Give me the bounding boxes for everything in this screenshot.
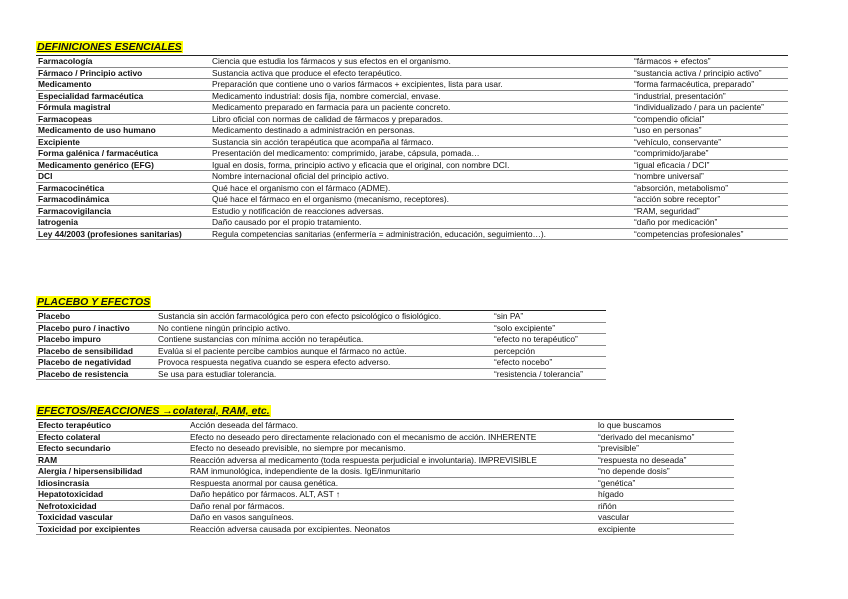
keyword-cell: riñón: [596, 500, 734, 512]
table-row: [36, 90, 788, 102]
definition-cell: Sustancia sin acción farmacológica pero con efecto psicológico o fisiológico.: [156, 311, 492, 323]
keyword-cell: “forma farmacéutica, preparado”: [632, 79, 788, 91]
keyword-cell: “derivado del mecanismo”: [596, 431, 734, 443]
term-cell: Farmacocinética: [36, 182, 210, 194]
keyword-cell: “acción sobre receptor”: [632, 194, 788, 206]
section-title: PLACEBO Y EFECTOS: [37, 296, 151, 308]
table-row: [36, 171, 788, 183]
term-cell: Fármaco / Principio activo: [36, 67, 210, 79]
effects-table: [36, 419, 734, 535]
term-cell: Efecto colateral: [36, 431, 188, 443]
definition-cell: Efecto no deseado pero directamente relacionado con el mecanismo de acción. INHERENTE: [188, 431, 596, 443]
table-row: [36, 182, 788, 194]
term-cell: Placebo: [36, 311, 156, 323]
keyword-cell: “fármacos + efectos”: [632, 56, 788, 68]
definition-cell: Se usa para estudiar tolerancia.: [156, 368, 492, 380]
definition-cell: Sustancia sin acción terapéutica que acompaña al fármaco.: [210, 136, 632, 148]
placebo-table: [36, 310, 606, 380]
keyword-cell: excipiente: [596, 523, 734, 535]
table-row: [36, 79, 788, 91]
table-row: [36, 466, 734, 478]
definition-cell: Sustancia activa que produce el efecto terapéutico.: [210, 67, 632, 79]
section-efectos: [36, 401, 734, 535]
definition-cell: Evalúa si el paciente percibe cambios aunque el fármaco no actúe.: [156, 345, 492, 357]
table-row: [36, 512, 734, 524]
term-cell: RAM: [36, 454, 188, 466]
term-cell: Medicamento: [36, 79, 210, 91]
definition-cell: Ciencia que estudia los fármacos y sus efectos en el organismo.: [210, 56, 632, 68]
table-row: [36, 443, 734, 455]
keyword-cell: “respuesta no deseada”: [596, 454, 734, 466]
table-row: [36, 454, 734, 466]
keyword-cell: lo que buscamos: [596, 420, 734, 432]
definition-cell: Efecto no deseado previsible, no siempre por mecanismo.: [188, 443, 596, 455]
definition-cell: Daño en vasos sanguíneos.: [188, 512, 596, 524]
term-cell: Idiosincrasia: [36, 477, 188, 489]
definition-cell: Igual en dosis, forma, principio activo y eficacia que el original, con nombre DCI.: [210, 159, 632, 171]
table-row: [36, 148, 788, 160]
definition-cell: Reacción adversa causada por excipientes. Neonatos: [188, 523, 596, 535]
keyword-cell: “solo excipiente”: [492, 322, 606, 334]
section-title: DEFINICIONES ESENCIALES: [37, 41, 182, 53]
term-cell: Farmacodinámica: [36, 194, 210, 206]
term-cell: Placebo de resistencia: [36, 368, 156, 380]
table-row: [36, 500, 734, 512]
keyword-cell: “competencias profesionales”: [632, 228, 788, 240]
definition-cell: Medicamento industrial: dosis fija, nombre comercial, envase.: [210, 90, 632, 102]
term-cell: Placebo impuro: [36, 334, 156, 346]
definition-cell: Qué hace el organismo con el fármaco (ADME).: [210, 182, 632, 194]
term-cell: Farmacología: [36, 56, 210, 68]
keyword-cell: percepción: [492, 345, 606, 357]
keyword-cell: “comprimido/jarabe”: [632, 148, 788, 160]
definition-cell: Estudio y notificación de reacciones adversas.: [210, 205, 632, 217]
keyword-cell: “vehículo, conservante”: [632, 136, 788, 148]
definition-cell: Daño causado por el propio tratamiento.: [210, 217, 632, 229]
table-row: [36, 345, 606, 357]
keyword-cell: “resistencia / tolerancia”: [492, 368, 606, 380]
definition-cell: Libro oficial con normas de calidad de fármacos y preparados.: [210, 113, 632, 125]
table-row: [36, 205, 788, 217]
keyword-cell: “uso en personas”: [632, 125, 788, 137]
keyword-cell: “no depende dosis”: [596, 466, 734, 478]
keyword-cell: “genética”: [596, 477, 734, 489]
section-placebo: [36, 292, 606, 380]
definition-cell: RAM inmunológica, independiente de la dosis. IgE/inmunitario: [188, 466, 596, 478]
keyword-cell: “compendio oficial”: [632, 113, 788, 125]
keyword-cell: “absorción, metabolismo”: [632, 182, 788, 194]
definition-cell: Contiene sustancias con mínima acción no terapéutica.: [156, 334, 492, 346]
table-row: [36, 228, 788, 240]
definition-cell: Preparación que contiene uno o varios fármacos + excipientes, lista para usar.: [210, 79, 632, 91]
table-row: [36, 322, 606, 334]
term-cell: Efecto terapéutico: [36, 420, 188, 432]
table-row: [36, 67, 788, 79]
table-row: [36, 477, 734, 489]
definition-cell: No contiene ningún principio activo.: [156, 322, 492, 334]
term-cell: Medicamento genérico (EFG): [36, 159, 210, 171]
term-cell: Toxicidad por excipientes: [36, 523, 188, 535]
term-cell: Farmacovigilancia: [36, 205, 210, 217]
table-row: [36, 311, 606, 323]
table-row: [36, 56, 788, 68]
section-definiciones: [36, 37, 788, 240]
definition-cell: Provoca respuesta negativa cuando se espera efecto adverso.: [156, 357, 492, 369]
definition-cell: Regula competencias sanitarias (enfermería = administración, educación, seguimiento…).: [210, 228, 632, 240]
definition-cell: Daño renal por fármacos.: [188, 500, 596, 512]
definition-cell: Daño hepático por fármacos. ALT, AST ↑: [188, 489, 596, 501]
term-cell: Ley 44/2003 (profesiones sanitarias): [36, 228, 210, 240]
table-row: [36, 136, 788, 148]
table-row: [36, 194, 788, 206]
term-cell: Efecto secundario: [36, 443, 188, 455]
keyword-cell: “previsible”: [596, 443, 734, 455]
table-row: [36, 523, 734, 535]
term-cell: DCI: [36, 171, 210, 183]
table-row: [36, 125, 788, 137]
keyword-cell: vascular: [596, 512, 734, 524]
definition-cell: Medicamento destinado a administración en personas.: [210, 125, 632, 137]
table-row: [36, 334, 606, 346]
term-cell: Excipiente: [36, 136, 210, 148]
keyword-cell: “RAM, seguridad”: [632, 205, 788, 217]
term-cell: Forma galénica / farmacéutica: [36, 148, 210, 160]
term-cell: Placebo de negatividad: [36, 357, 156, 369]
keyword-cell: “industrial, presentación”: [632, 90, 788, 102]
table-row: [36, 431, 734, 443]
term-cell: Medicamento de uso humano: [36, 125, 210, 137]
keyword-cell: “igual eficacia / DCI”: [632, 159, 788, 171]
keyword-cell: “individualizado / para un paciente”: [632, 102, 788, 114]
table-row: [36, 159, 788, 171]
keyword-cell: “nombre universal”: [632, 171, 788, 183]
term-cell: Alergia / hipersensibilidad: [36, 466, 188, 478]
term-cell: Nefrotoxicidad: [36, 500, 188, 512]
term-cell: Fórmula magistral: [36, 102, 210, 114]
table-row: [36, 368, 606, 380]
definition-cell: Qué hace el fármaco en el organismo (mecanismo, receptores).: [210, 194, 632, 206]
keyword-cell: “sin PA”: [492, 311, 606, 323]
keyword-cell: “daño por medicación”: [632, 217, 788, 229]
definition-cell: Respuesta anormal por causa genética.: [188, 477, 596, 489]
term-cell: Hepatotoxicidad: [36, 489, 188, 501]
term-cell: Placebo puro / inactivo: [36, 322, 156, 334]
definitions-table: [36, 55, 788, 240]
table-row: [36, 420, 734, 432]
table-row: [36, 489, 734, 501]
table-row: [36, 102, 788, 114]
section-title: EFECTOS/REACCIONES →colateral, RAM, etc.: [37, 405, 270, 417]
term-cell: Farmacopeas: [36, 113, 210, 125]
definition-cell: Reacción adversa al medicamento (toda respuesta perjudicial e involuntaria). IMPREVISIBLE: [188, 454, 596, 466]
keyword-cell: “efecto nocebo”: [492, 357, 606, 369]
table-row: [36, 217, 788, 229]
table-row: [36, 113, 788, 125]
definition-cell: Nombre internacional oficial del principio activo.: [210, 171, 632, 183]
keyword-cell: “efecto no terapéutico”: [492, 334, 606, 346]
term-cell: Iatrogenia: [36, 217, 210, 229]
table-row: [36, 357, 606, 369]
keyword-cell: “sustancia activa / principio activo”: [632, 67, 788, 79]
term-cell: Toxicidad vascular: [36, 512, 188, 524]
term-cell: Placebo de sensibilidad: [36, 345, 156, 357]
term-cell: Especialidad farmacéutica: [36, 90, 210, 102]
definition-cell: Medicamento preparado en farmacia para un paciente concreto.: [210, 102, 632, 114]
definition-cell: Presentación del medicamento: comprimido, jarabe, cápsula, pomada…: [210, 148, 632, 160]
definition-cell: Acción deseada del fármaco.: [188, 420, 596, 432]
keyword-cell: hígado: [596, 489, 734, 501]
